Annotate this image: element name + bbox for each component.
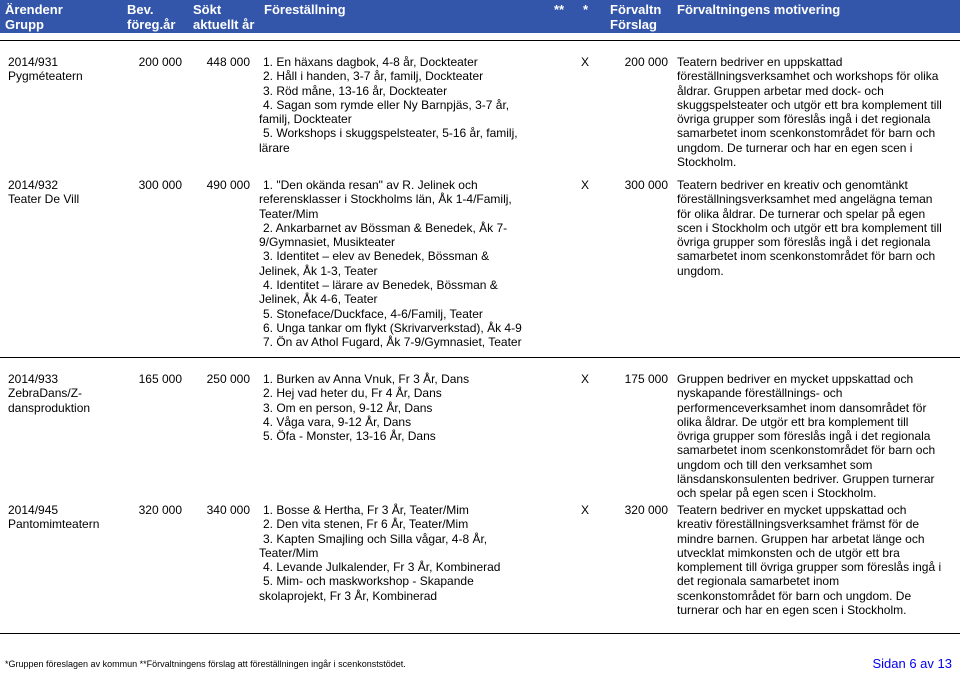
sokt-value: 340 000 (206, 503, 250, 517)
performance-item: Jelinek, Åk 4-6, Teater (259, 292, 378, 307)
motivation-line: för olika åldrar. De turnerar och spelar på egen (677, 206, 926, 221)
arende-number: 2014/932 (8, 178, 59, 192)
header-sokt (193, 2, 254, 32)
header-stars: ** (554, 2, 565, 17)
motivation-line: performenceverksamhet inom dansområdet för (677, 400, 927, 415)
performance-item: 4. Identitet – lärare av Benedek, Bössman & (263, 278, 498, 293)
performance-list (259, 55, 518, 155)
header-grupp-line1: Ärendenr (5, 2, 63, 17)
header-forestallning: Föreställning (264, 2, 346, 17)
performance-item: 6. Unga tankar om flykt (Skrivarverkstad), Åk 4-9 (263, 320, 522, 335)
motivation-line: det regionala samarbetet inom (677, 574, 840, 589)
bev-value: 320 000 (138, 503, 182, 517)
group-name: Teater De Vill (8, 192, 80, 207)
motivation-line: utvecklat mimkonsten och de utgör ett bra (677, 545, 900, 560)
header-grupp-line2: Grupp (5, 17, 44, 32)
arende-number: 2014/933 (8, 372, 59, 386)
proposal-mark: X (581, 372, 590, 386)
motivation-line: turnerar och har en egen scen i Stockholm. (677, 603, 907, 618)
motivation-text (677, 55, 942, 169)
performance-item: 5. Stoneface/Duckface, 4-6/Familj, Teater (263, 306, 483, 321)
performance-list (259, 178, 522, 350)
performance-item: 3. Identitet – elev av Benedek, Bössman & (263, 249, 490, 264)
header-motivering: Förvaltningens motivering (677, 2, 841, 17)
forslag-value: 320 000 (624, 503, 668, 517)
proposal-mark: X (581, 503, 590, 517)
motivation-line: olika åldrar. De utgör ett bra komplement till (677, 414, 909, 429)
performance-item: 2. Hej vad heter du, Fr 4 År, Dans (263, 386, 442, 401)
motivation-line: nyskapande föreställnings- och (677, 386, 843, 401)
motivation-line: övriga grupper som föreslås ingå i det regionala (677, 112, 931, 127)
header-sokt-line1: Sökt (193, 2, 222, 17)
motivation-line: mindre barnen. Gruppen har arbetat länge och (677, 531, 925, 546)
performance-item: 2. Ankarbarnet av Bössman & Benedek, Åk 7- (263, 220, 508, 235)
group-name: Pantomimteatern (8, 517, 100, 532)
performance-item: 5. Workshops i skuggspelsteater, 5-16 år, familj, (263, 126, 518, 141)
performance-item: 3. Röd måne, 13-16 år, Dockteater (263, 83, 448, 98)
motivation-line: övriga grupper som föreslås ingå i det regionala (677, 429, 931, 444)
header-bev (127, 2, 175, 32)
performance-item: 9/Gymnasiet, Musikteater (259, 235, 396, 250)
motivation-text (677, 503, 941, 617)
motivation-line: Teatern bedriver en kreativ och genomtänkt (677, 178, 908, 192)
motivation-text (677, 178, 942, 278)
motivation-line: ungdom och till den verksamhet som (677, 457, 873, 472)
row-arende-grupp (8, 503, 99, 532)
performance-item: skolaprojekt, Fr 3 År, Kombinerad (259, 588, 438, 603)
bev-value: 200 000 (138, 55, 182, 69)
header-sokt-line2: aktuellt år (193, 17, 255, 32)
motivation-line: scenkonstområdet för barn och ungdom. De (677, 588, 912, 603)
page-number: Sidan 6 av 13 (872, 656, 952, 671)
performance-item: 3. Om en person, 9-12 År, Dans (263, 400, 433, 415)
motivation-text (677, 372, 935, 501)
motivation-line: skuggspelsteater och utgör ett bra komplement till (677, 97, 942, 112)
performance-item: Teater/Mim (259, 206, 319, 221)
arende-number: 2014/945 (8, 503, 59, 517)
performance-item: 5. Öfa - Monster, 13-16 År, Dans (263, 429, 436, 444)
motivation-line: föreställningsverksamhet med angelägna teman (677, 192, 933, 207)
header-bev-line2: föreg.år (127, 17, 176, 32)
performance-item: 1. Burken av Anna Vnuk, Fr 3 År, Dans (263, 372, 470, 386)
performance-item: 4. Sagan som rymde eller Ny Barnpjäs, 3-7 år, (263, 97, 510, 112)
performance-item: 5. Mim- och maskworkshop - Skapande (263, 574, 474, 589)
header-star: * (583, 2, 589, 17)
performance-item: Jelinek, Åk 1-3, Teater (259, 263, 378, 278)
performance-item: 1. "Den okända resan" av R. Jelinek och (263, 178, 478, 192)
performance-item: 1. Bosse & Hertha, Fr 3 År, Teater/Mim (263, 503, 469, 517)
motivation-line: samarbetet inom scenkonstområdet för barn och (677, 249, 936, 264)
performance-item: 2. Den vita stenen, Fr 6 År, Teater/Mim (263, 517, 469, 532)
performance-item: 4. Våga vara, 9-12 År, Dans (263, 414, 412, 429)
performance-list (259, 503, 500, 603)
performance-item: 1. En häxans dagbok, 4-8 år, Dockteater (263, 55, 478, 69)
divider (0, 633, 960, 634)
motivation-line: ungdom. De turnerar och har en egen scen i (677, 140, 913, 155)
motivation-line: Teatern bedriver en uppskattad (677, 55, 843, 69)
sokt-value: 490 000 (206, 178, 250, 192)
performance-item: 2. Håll i handen, 3-7 år, familj, Dockteater (263, 69, 484, 84)
motivation-line: och spelar på egen scen i Stockholm. (677, 486, 877, 501)
table-header (0, 0, 960, 33)
arende-number: 2014/931 (8, 55, 59, 69)
motivation-line: scen i Stockholm och utgör ett bra komplement till (677, 220, 942, 235)
proposal-mark: X (581, 178, 590, 192)
motivation-line: samarbetet inom scenkonstområdet för barn och (677, 443, 936, 458)
motivation-line: föreställningsverksamhet och workshops för olika (677, 69, 939, 84)
row-arende-grupp (8, 55, 83, 84)
performance-item: 3. Kapten Smajling och Silla vågar, 4-8 År, (263, 531, 488, 546)
motivation-line: övriga grupper som föreslås ingå i det regionala (677, 235, 931, 250)
sokt-value: 448 000 (206, 55, 250, 69)
header-forvaltn-line1: Förvaltn (610, 2, 662, 17)
group-name: Pygméteatern (8, 69, 83, 84)
bev-value: 165 000 (138, 372, 182, 386)
divider (0, 357, 960, 358)
motivation-line: Gruppen bedriver en mycket uppskattad och (677, 372, 914, 386)
motivation-line: komplement till övriga grupper som föreslås ingå i (677, 560, 942, 575)
performance-item: 7. Ön av Athol Fugard, Åk 7-9/Gymnasiet, Teater (263, 335, 522, 350)
header-grupp (5, 2, 63, 32)
forslag-value: 200 000 (624, 55, 668, 69)
footnote: *Gruppen föreslagen av kommun **Förvaltningens förslag att föreställningen ingår i scenkonststödet. (5, 659, 406, 669)
sokt-value: 250 000 (206, 372, 250, 386)
motivation-line: samarbetet inom scenkonstområdet för barn och (677, 126, 936, 141)
divider (0, 40, 960, 41)
performance-item: referensklasser i Stockholms län, Åk 1-4/Familj, (259, 192, 512, 207)
performance-item: Teater/Mim (259, 545, 319, 560)
forslag-value: 300 000 (624, 178, 668, 192)
forslag-value: 175 000 (624, 372, 668, 386)
motivation-line: kreativ föreställningsverksamhet främst för de (677, 517, 920, 532)
proposal-mark: X (581, 55, 590, 69)
motivation-line: Teatern bedriver en mycket uppskattad och (677, 503, 907, 517)
row-arende-grupp (8, 372, 90, 415)
performance-item: 4. Levande Julkalender, Fr 3 År, Kombinerad (263, 560, 501, 575)
performance-item: lärare (259, 140, 290, 155)
header-forvaltn-line2: Förslag (610, 17, 657, 32)
motivation-line: åldrar. Gruppen arbetar med dock- och (677, 83, 884, 98)
bev-value: 300 000 (138, 178, 182, 192)
group-name: dansproduktion (8, 400, 91, 415)
row-arende-grupp (8, 178, 79, 207)
motivation-line: Stockholm. (677, 155, 737, 170)
header-bev-line1: Bev. (127, 2, 154, 17)
motivation-line: ungdom. (677, 263, 724, 278)
group-name: ZebraDans/Z- (8, 386, 83, 401)
motivation-line: länsdanskonsulenten bedriver. Gruppen turnerar (677, 472, 935, 487)
performance-item: familj, Dockteater (259, 112, 352, 127)
performance-list (259, 372, 469, 443)
header-forvaltn (610, 2, 661, 32)
